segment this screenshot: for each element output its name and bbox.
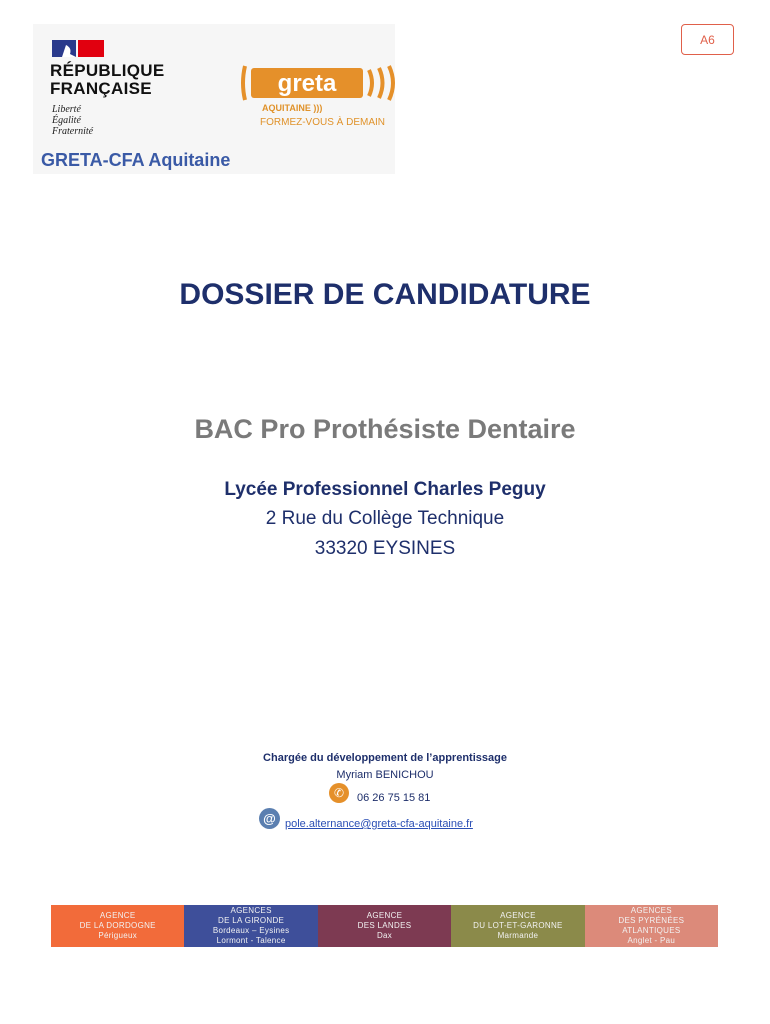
agency-tile [51,905,184,947]
document-code-badge: A6 [681,24,734,55]
agency-line: AGENCES [630,906,672,915]
organization-name: GRETA-CFA Aquitaine [41,150,231,170]
agency-line: DE LA GIRONDE [218,916,285,925]
agency-line: DE LA DORDOGNE [79,921,156,930]
marianne-flag-icon [52,40,104,57]
agency-line: DU LOT-ET-GARONNE [473,921,563,930]
email-icon: @ [259,808,280,829]
agency-line: ATLANTIQUES [622,926,681,935]
agency-tile [585,905,718,947]
republic-title-line2: FRANÇAISE [50,79,152,98]
agency-line: AGENCES [230,906,272,915]
contact-phone: 06 26 75 15 81 [357,792,431,804]
greta-word: greta [277,70,337,97]
phone-icon: ✆ [329,783,349,803]
agency-line: DES PYRÉNÉES [618,916,685,925]
contact-role: Chargée du développement de l’apprentissage [263,752,507,764]
school-address-line1: 2 Rue du Collège Technique [265,508,505,529]
contact-name: Myriam BENICHOU [336,769,434,781]
program-title: BAC Pro Prothésiste Dentaire [194,414,576,444]
agency-tile [184,905,317,947]
document-title: DOSSIER DE CANDIDATURE [179,278,591,311]
school-name: Lycée Professionnel Charles Peguy [224,479,546,500]
greta-slogan: FORMEZ-VOUS À DEMAIN [260,117,386,128]
agency-line: Périgueux [98,931,138,940]
school-address-line2: 33320 EYSINES [314,538,456,559]
greta-logo [241,62,396,104]
agency-line: Lormont - Talence [216,936,286,945]
motto-fraternite: Fraternité [52,126,94,137]
agency-line: Bordeaux – Eysines [212,926,290,935]
agency-tile [451,905,584,947]
agency-line: DES LANDES [357,921,412,930]
agency-line: Dax [376,931,393,940]
agencies-footer [51,905,718,947]
agency-line: Anglet - Pau [627,936,676,945]
agency-line: AGENCE [500,911,536,920]
republic-title-line1: RÉPUBLIQUE [50,61,165,80]
agency-line: AGENCE [99,911,136,920]
motto-liberte: Liberté [52,104,81,115]
contact-email-link[interactable]: pole.alternance@greta-cfa-aquitaine.fr [285,818,473,830]
agency-tile [318,905,451,947]
agency-line: Marmande [497,931,539,940]
motto-egalite: Égalité [52,115,81,126]
greta-region: AQUITAINE ))) [262,103,323,113]
agency-line: AGENCE [366,911,403,920]
